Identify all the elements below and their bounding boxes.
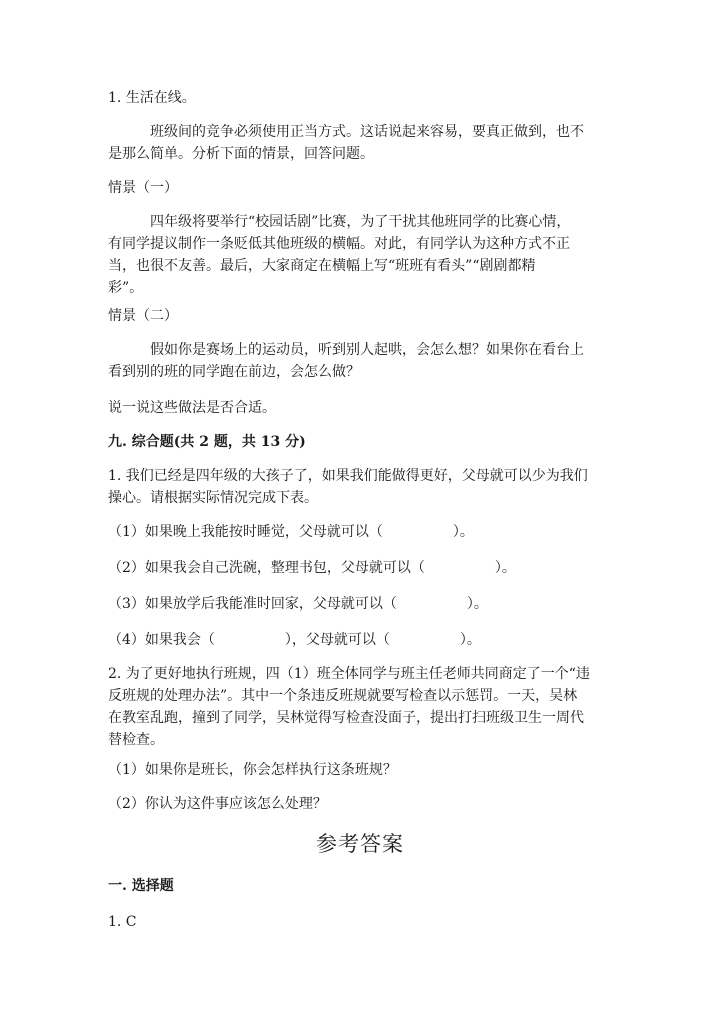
- conclusion-text: 说一说这些做法是否合适。: [108, 400, 276, 416]
- section-9-q1-text: 操心。请根据实际情况完成下表。: [108, 490, 318, 506]
- scene-1-text: 有同学提议制作一条贬低其他班级的横幅。对此，有同学认为这种方式不正: [108, 236, 570, 252]
- fill-in-item: （3）如果放学后我能准时回家，父母就可以（ ）。: [108, 596, 488, 612]
- section-9-q1-text: 1. 我们已经是四年级的大孩子了，如果我们能做得更好，父母就可以少为我们: [108, 468, 588, 484]
- sub-question: （1）如果你是班长，你会怎样执行这条班规？: [108, 762, 397, 778]
- answer-key-title: 参考答案: [316, 832, 404, 856]
- section-9-heading: 九. 综合题(共 2 题，共 13 分): [108, 434, 306, 450]
- sub-question: （2）你认为这件事应该怎么处理？: [108, 796, 327, 812]
- fill-in-item: （4）如果我会（ ），父母就可以（ ）。: [108, 632, 481, 648]
- section-9-q2-text: 替检查。: [108, 732, 164, 748]
- scene-1-text: 四年级将要举行“校园话剧”比赛，为了干扰其他班同学的比赛心情，: [150, 214, 571, 230]
- scene-1-text: 当，也很不友善。最后，大家商定在横幅上写“班班有看头”“剧剧都精: [108, 258, 536, 274]
- question-1-title: 1. 生活在线。: [108, 90, 196, 106]
- scene-2-text: 看到别的班的同学跑在前边，会怎么做？: [108, 364, 360, 380]
- scene-2-text: 假如你是赛场上的运动员，听到别人起哄，会怎么想？如果你在看台上: [150, 342, 584, 358]
- answer-item: 1. C: [108, 914, 137, 930]
- scene-1-label: 情景（一）: [108, 180, 178, 196]
- section-9-q2-text: 在教室乱跑，撞到了同学，吴林觉得写检查没面子，提出打扫班级卫生一周代: [108, 710, 584, 726]
- scene-2-label: 情景（二）: [108, 308, 178, 324]
- intro-text: 班级间的竞争必须使用正当方式。这话说起来容易，要真正做到，也不: [150, 124, 584, 140]
- section-9-q2-text: 2. 为了更好地执行班规，四（1）班全体同学与班主任老师共同商定了一个“违: [108, 666, 590, 682]
- scene-1-text: 彩”。: [108, 280, 144, 296]
- intro-text: 是那么简单。分析下面的情景，回答问题。: [108, 146, 374, 162]
- section-9-q2-text: 反班规的处理办法”。其中一个条违反班规就要写检查以示惩罚。一天，吴林: [108, 688, 578, 704]
- fill-in-item: （1）如果晚上我能按时睡觉，父母就可以（ ）。: [108, 524, 474, 540]
- fill-in-item: （2）如果我会自己洗碗，整理书包，父母就可以（ ）。: [108, 560, 516, 576]
- answer-section-heading: 一. 选择题: [108, 878, 174, 894]
